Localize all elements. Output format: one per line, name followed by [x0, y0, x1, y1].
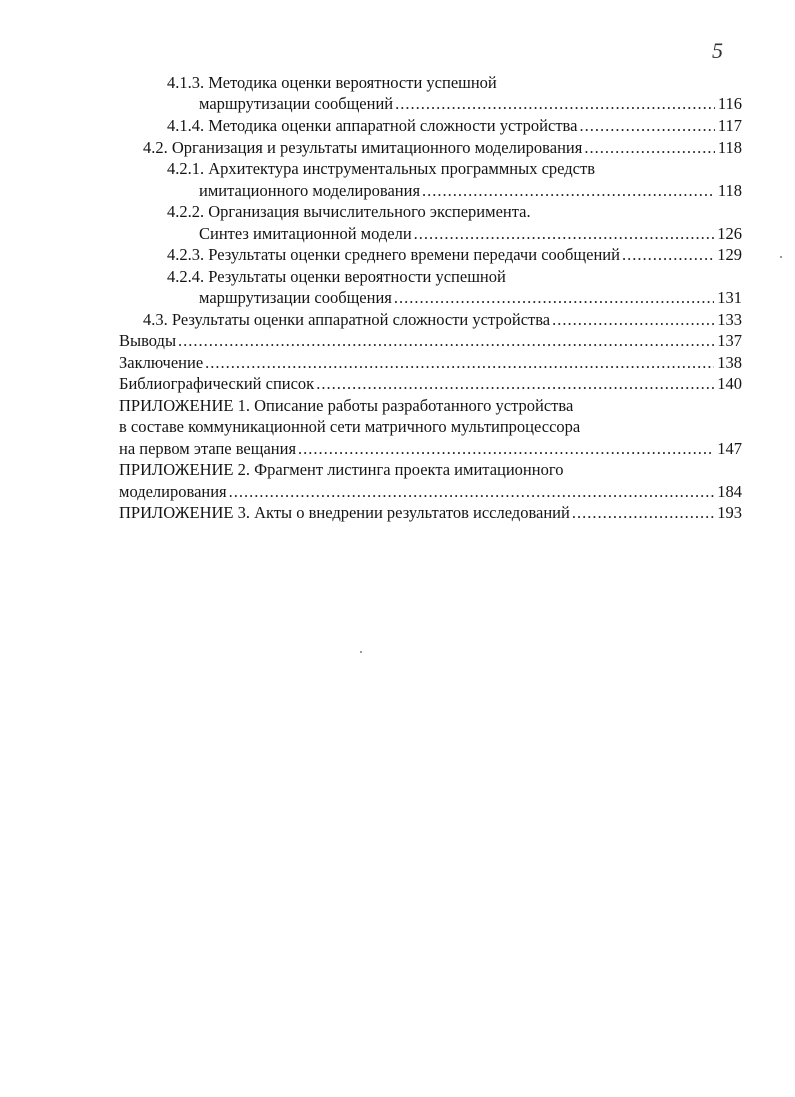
toc-entry-4-2-1-line1: [167, 158, 595, 180]
dot-leader: [395, 93, 715, 114]
toc-page-number: 140: [717, 374, 742, 393]
toc-entry-appendix-2-line1: [119, 459, 563, 481]
toc-entry-text: 4.2.4. Результаты оценки вероятности успешной: [167, 267, 506, 286]
toc-page-number: 116: [717, 94, 742, 113]
dot-leader: [394, 287, 714, 308]
toc-entry-4-1-3-line1: [167, 72, 497, 94]
dot-leader: [579, 115, 714, 136]
dot-leader: [316, 373, 714, 394]
toc-entry-text: Заключение: [119, 353, 204, 372]
toc-entry-appendix-1-line1: [119, 395, 573, 417]
toc-page-number: 193: [717, 503, 742, 522]
toc-entry-bibliography: [119, 373, 742, 395]
toc-entry-text: имитационного моделирования: [199, 181, 421, 200]
toc-page-number: 147: [717, 439, 742, 458]
toc-entry-text: ПРИЛОЖЕНИЕ 1. Описание работы разработанного устройства: [119, 396, 574, 415]
dot-leader: [422, 180, 715, 201]
toc-entry-4-2-2-line1: [167, 201, 531, 223]
toc-entry-conclusions: [119, 330, 742, 352]
toc-entry-text: маршрутизации сообщения: [199, 288, 392, 307]
toc-entry-appendix-1-line2: [119, 416, 580, 438]
toc-entry-appendix-1-line3: [119, 438, 742, 460]
toc-page-number: 131: [717, 288, 742, 307]
dot-leader: [552, 309, 714, 330]
toc-entry-appendix-2-line2: [119, 481, 742, 503]
toc-entry-4-3: [143, 309, 742, 331]
dot-leader: [298, 438, 714, 459]
dot-leader: [572, 502, 714, 523]
toc-entry-4-2-2-line2: [199, 223, 742, 245]
toc-entry-4-2-1-line2: [199, 180, 742, 202]
scan-speck: [360, 651, 362, 653]
toc-entry-4-1-3-line2: [199, 93, 742, 115]
toc-entry-text: Выводы: [119, 331, 177, 350]
dot-leader: [229, 481, 715, 502]
toc-entry-4-2-4-line2: [199, 287, 742, 309]
toc-page-number: 129: [717, 245, 742, 264]
scan-speck: [780, 256, 782, 258]
toc-entry-text: Библиографический список: [119, 374, 315, 393]
toc-entry-text: на первом этапе вещания: [119, 439, 297, 458]
toc-entry-text: 4.2. Организация и результаты имитационного моделирования: [143, 138, 583, 157]
toc-page-number: 184: [717, 482, 742, 501]
toc-page-number: 133: [717, 310, 742, 329]
dot-leader: [622, 244, 714, 265]
toc-entry-appendix-3: [119, 502, 742, 524]
toc-entry-4-1-4: [167, 115, 742, 137]
toc-entry-text: 4.2.3. Результаты оценки среднего времени передачи сообщений: [167, 245, 620, 264]
toc-page-number: 138: [717, 353, 742, 372]
toc-page-number: 137: [717, 331, 742, 350]
toc-entry-4-2: [143, 137, 742, 159]
toc-page-number: 117: [717, 116, 742, 135]
handwritten-page-number: 5: [712, 38, 723, 63]
toc-entry-text: 4.3. Результаты оценки аппаратной сложности устройства: [143, 310, 551, 329]
toc-entry-text: 4.1.3. Методика оценки вероятности успешной: [167, 73, 497, 92]
dot-leader: [205, 352, 714, 373]
toc-entry-4-2-3: [167, 244, 742, 266]
toc-page-number: 118: [717, 181, 742, 200]
dot-leader: [178, 330, 714, 351]
toc-entry-text: ПРИЛОЖЕНИЕ 2. Фрагмент листинга проекта имитационного: [119, 460, 564, 479]
dot-leader: [584, 137, 715, 158]
toc-entry-text: маршрутизации сообщений: [199, 94, 394, 113]
toc-entry-text: ПРИЛОЖЕНИЕ 3. Акты о внедрении результатов исследований: [119, 503, 570, 522]
toc-entry-text: 4.2.2. Организация вычислительного эксперимента.: [167, 202, 531, 221]
toc-entry-text: в составе коммуникационной сети матричного мультипроцессора: [119, 417, 581, 436]
toc-entry-text: Синтез имитационной модели: [199, 224, 412, 243]
dot-leader: [414, 223, 715, 244]
toc-entry-text: моделирования: [119, 482, 227, 501]
toc-page-number: 126: [717, 224, 742, 243]
toc-entry-final-conclusion: [119, 352, 742, 374]
toc-entry-text: 4.1.4. Методика оценки аппаратной сложности устройства: [167, 116, 578, 135]
toc-entry-text: 4.2.1. Архитектура инструментальных программных средств: [167, 159, 596, 178]
toc-entry-4-2-4-line1: [167, 266, 506, 288]
toc-page-number: 118: [717, 138, 742, 157]
